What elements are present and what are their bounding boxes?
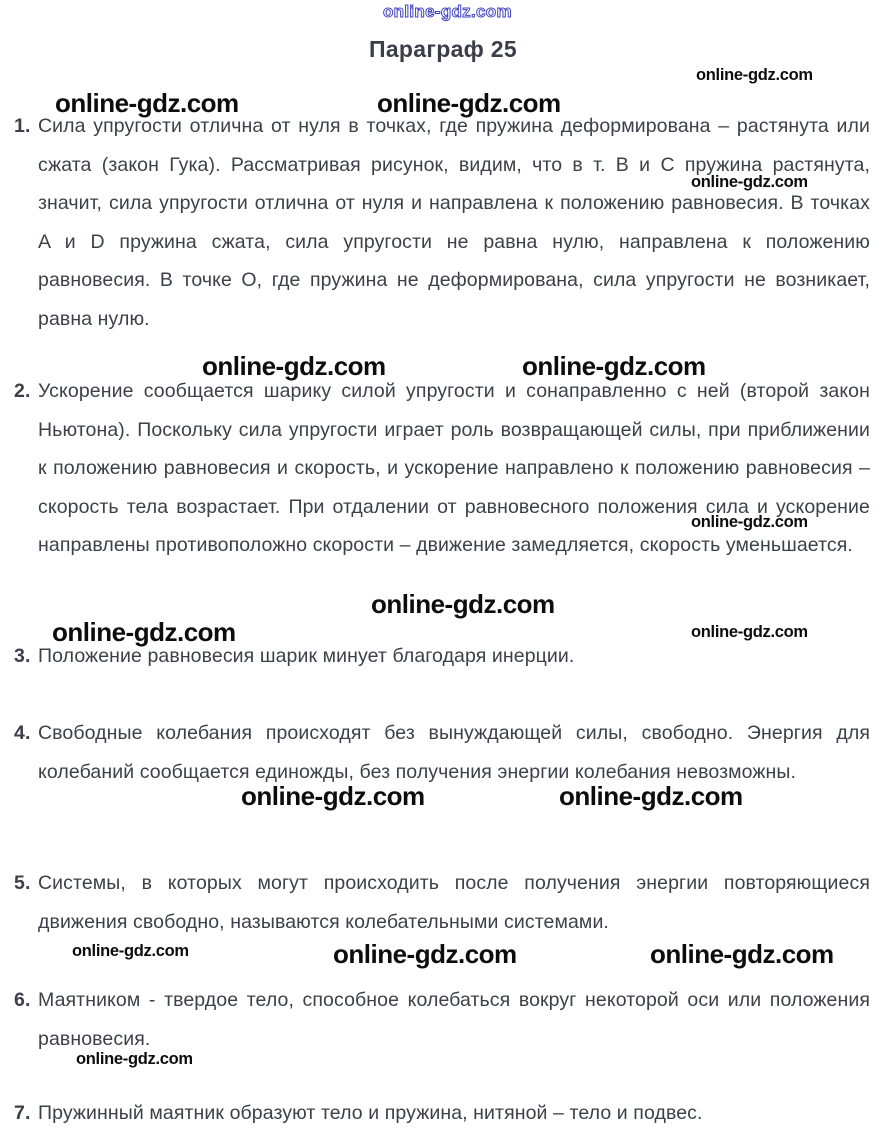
answer-number: 7. — [14, 1102, 31, 1124]
watermark: online-gdz.com — [55, 88, 239, 118]
answer-number: 4. — [14, 722, 31, 744]
answer-text: Положение равновесия шарик минует благодаря инерции. — [38, 645, 575, 667]
watermark: online-gdz.com — [691, 623, 808, 641]
answer-number: 6. — [14, 989, 31, 1011]
watermark: online-gdz.com — [650, 939, 834, 969]
answer-item-4 — [14, 714, 870, 791]
answer-item-5 — [14, 864, 870, 941]
answer-item-3 — [14, 637, 870, 676]
watermark: online-gdz.com — [333, 939, 517, 969]
watermark: online-gdz.com — [696, 66, 813, 84]
answer-item-1 — [14, 107, 870, 338]
watermark: online-gdz.com — [559, 781, 743, 811]
answer-number: 5. — [14, 872, 31, 894]
watermark: online-gdz.com — [76, 1050, 193, 1068]
answer-item-7 — [14, 1094, 870, 1133]
answer-text: Ускорение сообщается шарику силой упругости и сонаправленно с ней (второй закон Ньютона). Поскольку сила упругости играет роль возвращающей силы, при приближении к положению равновесия и скорость, и ускорение направлено к положению равновесия – скорость тела возрастает. При отдалении от равновесного положения сила и ускорение направлены противоположно скорости – движение замедляется, скорость уменьшается. — [38, 380, 870, 556]
watermark: online-gdz.com — [202, 351, 386, 381]
answer-text: Свободные колебания происходят без вынуждающей силы, свободно. Энергия для колебаний сообщается единожды, без получения энергии колебания невозможны. — [38, 722, 870, 783]
answer-number: 1. — [14, 115, 31, 137]
watermark: online-gdz.com — [72, 942, 189, 960]
watermark-outline: online-gdz.com — [383, 2, 512, 21]
answer-number: 3. — [14, 645, 31, 667]
watermark: online-gdz.com — [691, 513, 808, 531]
answer-item-6 — [14, 981, 870, 1058]
watermark: online-gdz.com — [241, 781, 425, 811]
answer-text: Системы, в которых могут происходить после получения энергии повторяющиеся движения свободно, называются колебательными системами. — [38, 872, 870, 933]
answer-text: Пружинный маятник образуют тело и пружина, нитяной – тело и подвес. — [38, 1102, 703, 1124]
watermark: online-gdz.com — [522, 351, 706, 381]
answer-number: 2. — [14, 380, 31, 402]
watermark: online-gdz.com — [52, 617, 236, 647]
answer-text: Сила упругости отлична от нуля в точках, где пружина деформирована – растянута или сжата (закон Гука). Рассматривая рисунок, видим, что в т. B и C пружина растянута, значит, сила упругости отлична от нуля и направлена к положению равновесия. В точках A и D пружина сжата, сила упругости не равна нулю, направлена к положению равновесия. В точке O, где пружина не деформирована, сила упругости не возникает, равна нулю. — [38, 115, 870, 330]
watermark: online-gdz.com — [691, 173, 808, 191]
watermark: online-gdz.com — [377, 88, 561, 118]
answer-item-2 — [14, 372, 870, 565]
watermark: online-gdz.com — [371, 589, 555, 619]
answer-text: Маятником - твердое тело, способное колебаться вокруг некоторой оси или положения равновесия. — [38, 989, 870, 1050]
page-title: Параграф 25 — [369, 36, 517, 62]
